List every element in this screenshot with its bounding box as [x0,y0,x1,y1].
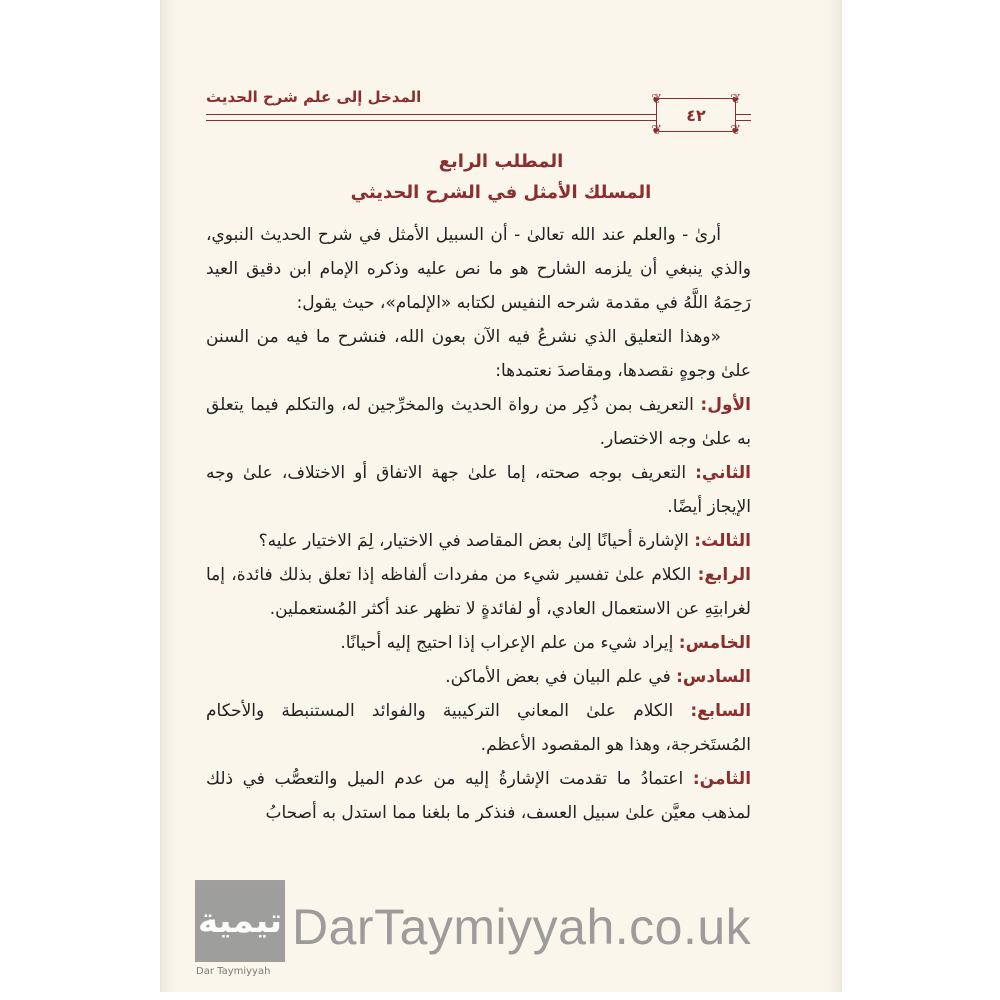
section-title: المسلك الأمثل في الشرح الحديثي [350,182,652,203]
item-text: الكلام علىٰ المعاني التركيبية والفوائد المستنبطة والأحكام المُستَخرجة، وهذا هو المقصود الأعظم. [206,701,751,755]
body-text [206,218,751,830]
page-shadow-right [827,0,841,992]
watermark-logo-text: تيمية [198,901,282,941]
floral-ornament-icon: ❦ [730,123,741,138]
item-text: اعتمادُ ما تقدمت الإشارةُ إليه من عدم الميل والتعصُّب في ذلك لمذهب معيَّن علىٰ سبيل العسف، فنذكر ما بلغنا مما استدل به أصحابُ [206,769,751,823]
item-label: الخامس: [678,633,751,653]
floral-ornament-icon: ❦ [651,92,662,107]
page-number-frame [651,92,741,138]
item-text: إيراد شيء من علم الإعراب إذا احتيج إليه أحيانًا. [340,633,674,653]
item-text: الكلام علىٰ تفسير شيء من مفردات ألفاظه إذا تعلق بذلك فائدة، إما لغرابتِهِ عن الاستعمال العادي، أو لفائدةٍ لا تظهر عند أكثر المُستعملين. [206,565,751,619]
item-label: السادس: [676,667,751,687]
item-text: في علم البيان في بعض الأماكن. [445,667,671,687]
quote-paragraph: «وهذا التعليق الذي نشرعُ فيه الآن بعون الله، فنشرح ما فيه من السنن علىٰ وجوهٍ نقصدها، ومقاصدَ نعتمدها: [206,327,751,381]
list-item [206,660,751,694]
page-shadow-left [161,0,175,992]
list-item [206,762,751,830]
list-item [206,694,751,762]
watermark-logo [195,880,285,962]
item-label: الأول: [700,395,751,415]
list-item [206,626,751,660]
running-head-title: المدخل إلى علم شرح الحديث [206,88,422,106]
item-label: الثالث: [694,531,751,551]
book-page [160,0,842,992]
item-text: التعريف بوجه صحته، إما علىٰ جهة الاتفاق أو الاختلاف، علىٰ وجه الإيجاز أيضًا. [206,463,751,517]
list-item [206,524,751,558]
item-label: الرابع: [697,565,752,585]
item-text: الإشارة أحيانًا إلىٰ بعض المقاصد في الاختيار، لِمَ الاختيار عليه؟ [258,531,689,551]
section-heading: المطلب الرابع [438,151,564,172]
floral-ornament-icon: ❦ [651,123,662,138]
watermark-site-text: DarTaymiyyah.co.uk [292,899,752,955]
list-item [206,388,751,456]
intro-paragraph: أرىٰ - والعلم عند الله تعالىٰ - أن السبيل الأمثل في شرح الحديث النبوي، والذي ينبغي أن يلزمه الشارح هو ما نص عليه وذكره الإمام ابن دقيق العيد رَحِمَهُ اللَّهُ في مقدمة شرحه النفيس لكتابه «الإلمام»، حيث يقول: [206,225,751,313]
item-label: الثامن: [692,769,752,789]
item-label: الثاني: [695,463,751,483]
list-item [206,558,751,626]
item-label: السابع: [690,701,752,721]
floral-ornament-icon: ❦ [730,92,741,107]
watermark-caption: Dar Taymiyyah [196,966,271,977]
list-item [206,456,751,524]
item-text: التعريف بمن ذُكِر من رواة الحديث والمخرِّجين له، والتكلم فيما يتعلق به علىٰ وجه الاختصار. [206,395,751,449]
page-number: ٤٢ [686,105,706,125]
